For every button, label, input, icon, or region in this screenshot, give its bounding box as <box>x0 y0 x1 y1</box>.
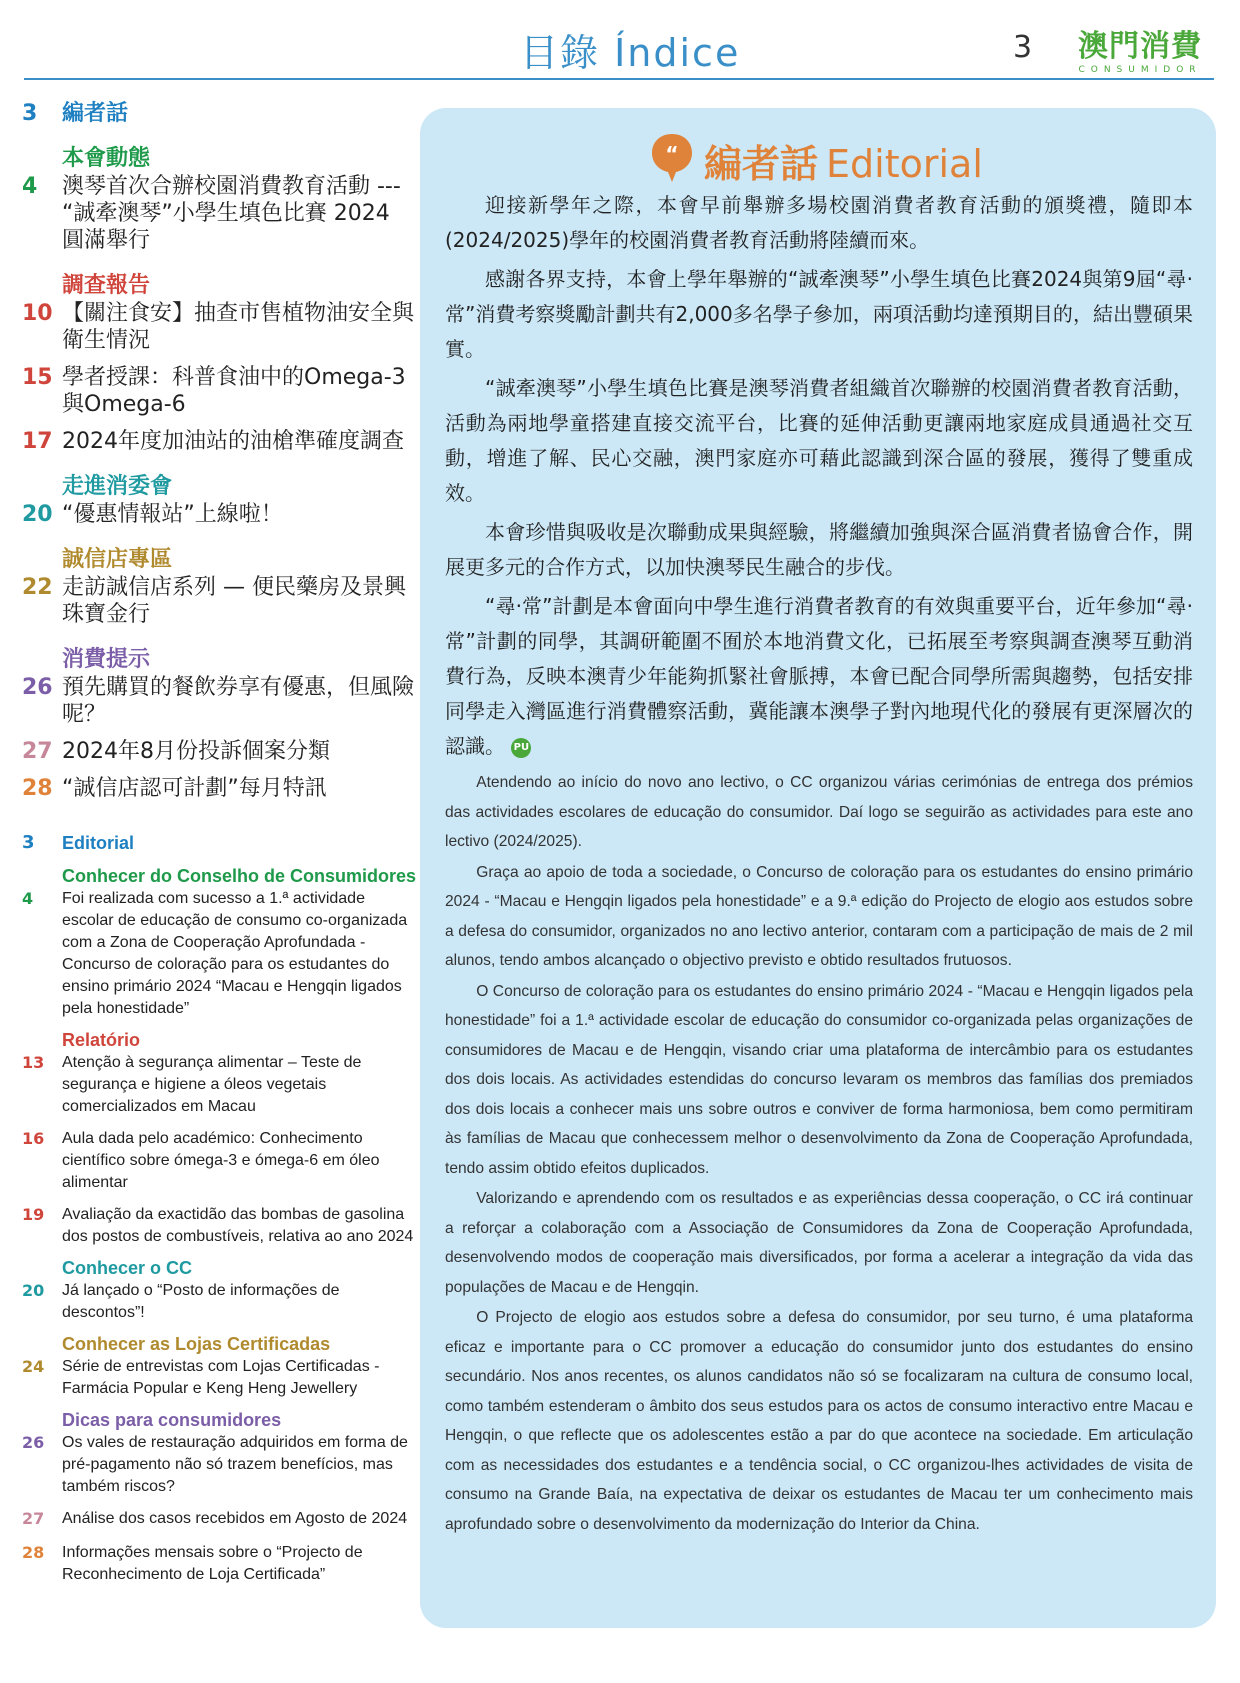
toc-entry-title: Análise dos casos recebidos em Agosto de 2024 <box>62 1510 408 1527</box>
toc-entry-p10-zh[interactable] <box>22 300 417 354</box>
toc-entry-title: Avaliação da exactidão das bombas de gasolina dos postos de combustíveis, relativa ao ano 2024 <box>62 1206 414 1245</box>
editorial-paragraph-pt: O Concurso de coloração para os estudantes do ensino primário 2024 - “Macau e Hengqin ligados pela honestidade” foi a 1.ª actividade escolar de educação do consumidor co-organizada pelas organizações de consumidores de Macau e de Hengqin, visando criar uma plataforma de intercâmbio para os estudantes dos dois locais. As actividades estendidas do concurso levaram os membros das famílias dos premiados dos dois locais a conhecer mais uns sobre outros e conviver de forma harmoniosa, bem como permitiram às famílias de Macau que conhecessem melhor o desenvolvimento da Zona de Cooperação Aprofundada, tendo assim obtido efeitos duplicados. <box>445 982 1193 1177</box>
toc-page-number: 10 <box>22 301 53 326</box>
toc-entry-title: 澳琴首次合辦校園消費教育活動 --- “誠牽澳琴”小學生填色比賽 2024 圓滿舉行 <box>62 174 401 253</box>
editorial-paragraph-zh: 本會珍惜與吸收是次聯動成果與經驗，將繼續加強與深合區消費者協會合作，開展更多元的合作方式，以加快澳琴民生融合的步伐。 <box>445 520 1193 579</box>
toc-page-number: 3 <box>22 101 38 126</box>
toc-page-number: 16 <box>22 1129 45 1148</box>
toc-page-number: 17 <box>22 429 53 454</box>
toc-page-number: 27 <box>22 739 53 764</box>
toc-section-dynamics-zh: 本會動態 <box>62 146 151 171</box>
toc-section-relatorio-pt: Relatório <box>62 1030 141 1050</box>
toc-entry-p26-zh[interactable] <box>22 674 417 728</box>
toc-section-survey-zh: 調查報告 <box>62 273 151 298</box>
toc-page-number: 15 <box>22 365 53 390</box>
toc-page-number: 20 <box>22 1281 45 1300</box>
editorial-panel <box>420 108 1216 1628</box>
toc-entry-editorial-zh[interactable] <box>22 100 417 127</box>
toc-entry-title: 2024年8月份投訴個案分類 <box>62 739 330 764</box>
toc-entry-p4-pt[interactable] <box>22 888 417 1020</box>
toc-entry-p20-zh[interactable] <box>22 501 417 528</box>
toc-entry-p27-zh[interactable] <box>22 738 417 765</box>
toc-page-number: 19 <box>22 1205 45 1224</box>
toc-page-number: 13 <box>22 1053 45 1072</box>
toc-section-shops-zh: 誠信店專區 <box>62 547 173 572</box>
pu-badge-icon: PU <box>511 738 531 758</box>
toc-page-number: 26 <box>22 675 53 700</box>
header-divider <box>24 78 1214 80</box>
editorial-paragraph-zh: 感謝各界支持，本會上學年舉辦的“誠牽澳琴”小學生填色比賽2024與第9屆“尋‧常”消費考察獎勵計劃共有2,000多名學子參加，兩項活動均達預期目的，結出豐碩果實。 <box>445 267 1193 361</box>
editorial-title <box>704 133 983 188</box>
toc-section-cc-pt: Conhecer o CC <box>62 1258 193 1278</box>
logo-sub-text: CONSUMIDOR <box>1078 65 1202 75</box>
toc-page-number: 3 <box>22 832 35 853</box>
toc-page-number: 26 <box>22 1433 45 1452</box>
toc-entry-title: 學者授課：科普食油中的Omega-3與Omega-6 <box>62 365 406 417</box>
toc-entry-p24-pt[interactable] <box>22 1356 417 1400</box>
toc-entry-title: 【關注食安】抽查市售植物油安全與衛生情況 <box>62 301 415 353</box>
editorial-paragraph-pt: Valorizando e aprendendo com os resultados e as experiências dessa cooperação, o CC irá continuar a reforçar a colaboração com a Associação de Consumidores da Zona de Cooperação Aprofundada, desenvolvendo modos de cooperação mais diversificados, por forma a acelerar a integração da vida das populações de Macau e de Hengqin. <box>445 1190 1193 1296</box>
toc-entry-title: Já lançado o “Posto de informações de descontos”! <box>62 1282 340 1321</box>
page-title: 目錄 Índice <box>520 31 741 75</box>
editorial-paragraph-zh: “誠牽澳琴”小學生填色比賽是澳琴消費者組織首次聯辦的校園消費者教育活動，活動為兩地學童搭建直接交流平台，比賽的延伸活動更讓兩地家庭成員通過社交互動，增進了解、民心交融，澳門家庭亦可藉此認識到深合區的發展，獲得了雙重成效。 <box>445 376 1193 505</box>
editorial-paragraph-text: “尋‧常”計劃是本會面向中學生進行消費者教育的有效與重要平台，近年參加“尋‧常”計劃的同學，其調研範圍不囿於本地消費文化，已拓展至考察與調查澳琴互動消費行為，反映本澳青少年能夠抓緊社會脈搏，本會已配合同學所需與趨勢，包括安排同學走入灣區進行消費體察活動，冀能讓本澳學子對內地現代化的發展有更深層次的認識。 <box>445 594 1193 758</box>
toc-entry-title: 走訪誠信店系列 — 便民藥房及景興珠寶金行 <box>62 575 406 627</box>
toc-entry-editorial-pt[interactable] <box>22 832 417 854</box>
toc-page-number: 28 <box>22 776 53 801</box>
toc-entry-title: Série de entrevistas com Lojas Certificadas - Farmácia Popular e Keng Heng Jewellery <box>62 1358 380 1397</box>
editorial-paragraph-zh: 迎接新學年之際，本會早前舉辦多場校園消費者教育活動的頒獎禮，隨即本(2024/2025)學年的校園消費者教育活動將陸續而來。 <box>445 193 1193 252</box>
toc-entry-p20-pt[interactable] <box>22 1280 417 1324</box>
toc-entry-title: 2024年度加油站的油槍準確度調查 <box>62 429 404 454</box>
editorial-title-en: Editorial <box>826 141 983 186</box>
toc-entry-p16-pt[interactable] <box>22 1128 417 1194</box>
toc-section-council-zh: 走進消委會 <box>62 474 173 499</box>
editorial-title-zh: 編者話 <box>704 141 819 186</box>
logo-main-text: 澳門消費 <box>1078 29 1202 64</box>
editorial-paragraph-pt: Graça ao apoio de toda a sociedade, o Concurso de coloração para os estudantes do ensino primário 2024 - “Macau e Hengqin ligados pela honestidade” e a 9.ª edição do Projecto de elogio aos estudos sobre a defesa do consumidor, organizados no ano lectivo anterior, contaram com a participação de mais de 2 mil alunos, tendo ambos alcançado o objectivo previsto e obtido resultados frutuosos. <box>445 863 1193 969</box>
editorial-paragraph-pt: O Projecto de elogio aos estudos sobre a defesa do consumidor, por seu turno, é uma plataforma eficaz e importante para o CC promover a educação do consumidor junto dos estudantes do ensino secundário. Nos anos recentes, os alunos candidatos não só se focalizaram na cultura de consumo local, como também estenderam o âmbito dos seus estudos para os actos de consumo interactivo entre Macau e Hengqin, o que reflecte que os adolescentes estão a par do que acontece na sociedade. Em articulação com as necessidades dos estudantes e a tendência social, o CC organizou-lhes actividades de visita de consumo na Grande Baía, na expectativa de deixar os estudantes de Macau ter um conhecimento mais aprofundado sobre o desenvolvimento da modernização do Interior da China. <box>445 1309 1193 1533</box>
toc-section-tips-zh: 消費提示 <box>62 647 151 672</box>
toc-page-number: 28 <box>22 1543 45 1562</box>
toc-entry-title: “優惠情報站”上線啦！ <box>62 502 283 527</box>
toc-entry-p28-pt[interactable] <box>22 1542 417 1586</box>
toc-entry-p15-zh[interactable] <box>22 364 417 418</box>
editorial-body <box>445 188 1193 1540</box>
editorial-paragraph-pt: Atendendo ao início do novo ano lectivo, o CC organizou várias cerimónias de entrega dos prémios das actividades escolares de educação do consumidor. Daí logo se seguirão as actividades para este ano lectivo (2024/2025). <box>445 774 1193 850</box>
page-number: 3 <box>1013 30 1033 65</box>
speech-bubble-icon <box>650 132 694 188</box>
toc-page-number: 4 <box>22 889 34 908</box>
svg-text:“: “ <box>665 142 679 166</box>
toc-section-conhecer-pt: Conhecer do Conselho de Consumidores <box>62 866 417 886</box>
toc-entry-title: 編者話 <box>62 101 129 126</box>
editorial-paragraph-zh-last <box>445 589 1193 764</box>
editorial-heading <box>650 132 983 188</box>
toc-entry-p28-zh[interactable] <box>22 775 417 802</box>
toc-entry-p22-zh[interactable] <box>22 574 417 628</box>
toc-entry-title: Os vales de restauração adquiridos em forma de pré-pagamento não só trazem benefícios, mas também riscos? <box>62 1434 408 1495</box>
toc-entry-title: Editorial <box>62 833 135 853</box>
toc-entry-p19-pt[interactable] <box>22 1204 417 1248</box>
toc-entry-title: Atenção à segurança alimentar – Teste de segurança e higiene a óleos vegetais comercializados em Macau <box>62 1054 362 1115</box>
toc-entry-p17-zh[interactable] <box>22 428 417 455</box>
toc-entry-p27-pt[interactable] <box>22 1508 417 1530</box>
toc-entry-p13-pt[interactable] <box>22 1052 417 1118</box>
toc-page-number: 22 <box>22 575 53 600</box>
toc-entry-title: 預先購買的餐飲券享有優惠，但風險呢？ <box>62 675 415 727</box>
toc-page-number: 27 <box>22 1509 45 1528</box>
toc-entry-title: Informações mensais sobre o “Projecto de Reconhecimento de Loja Certificada” <box>62 1544 363 1583</box>
toc-entry-p26-pt[interactable] <box>22 1432 417 1498</box>
table-of-contents <box>22 100 417 1586</box>
toc-section-lojas-pt: Conhecer as Lojas Certificadas <box>62 1334 331 1354</box>
toc-entry-title: Foi realizada com sucesso a 1.ª actividade escolar de educação de consumo co-organizada com a Zona de Cooperação Aprofundada - Concurso de coloração para os estudantes do ensino primário 2024 “Macau e Hengqin ligados pela honestidade” <box>62 890 408 1017</box>
toc-page-number: 4 <box>22 174 38 199</box>
toc-section-dicas-pt: Dicas para consumidores <box>62 1410 282 1430</box>
toc-page-number: 24 <box>22 1357 45 1376</box>
toc-entry-p4-zh[interactable] <box>22 173 417 254</box>
toc-entry-title: Aula dada pelo académico: Conhecimento científico sobre ómega-3 e ómega-6 em óleo alimentar <box>62 1130 380 1191</box>
toc-entry-title: “誠信店認可計劃”每月特訊 <box>62 776 327 801</box>
toc-page-number: 20 <box>22 502 53 527</box>
magazine-logo <box>1070 30 1210 76</box>
